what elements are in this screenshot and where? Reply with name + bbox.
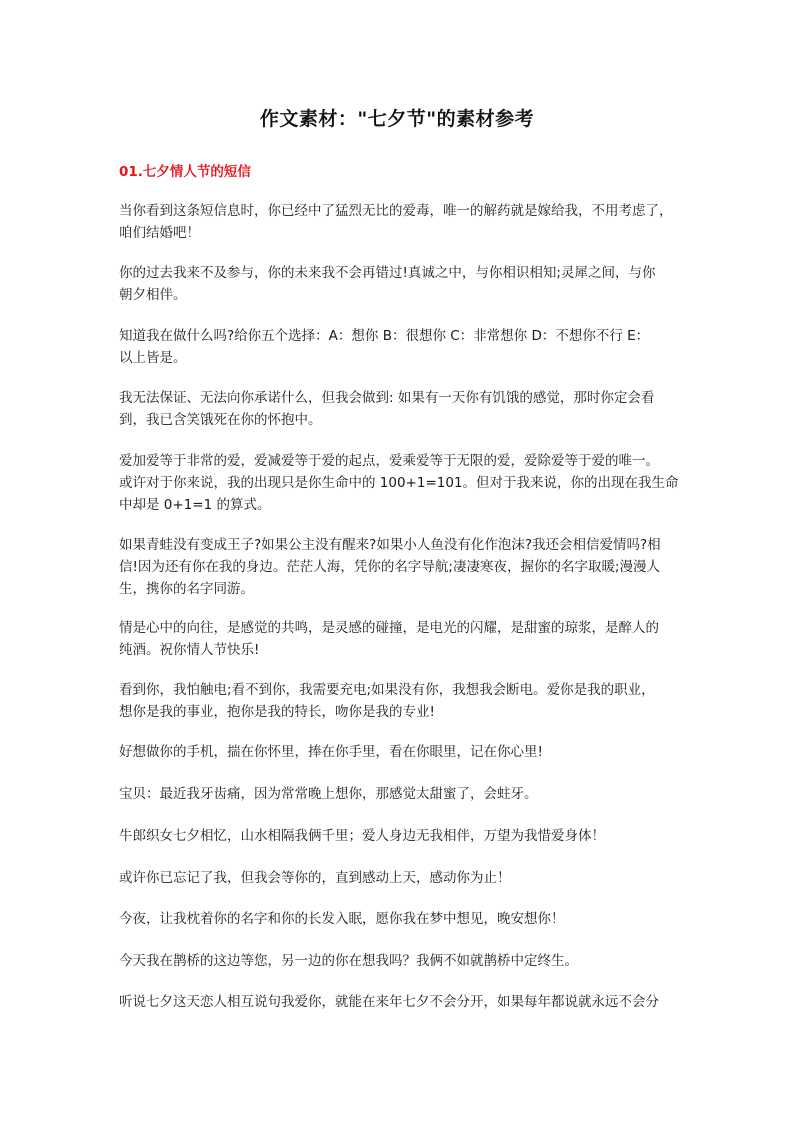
paragraph bbox=[119, 325, 685, 369]
paragraph-line: 听说七夕这天恋人相互说句我爱你，就能在来年七夕不会分开，如果每年都说就永远不会分 bbox=[119, 994, 659, 1010]
paragraph bbox=[119, 200, 685, 244]
paragraph bbox=[119, 534, 685, 600]
paragraph-line: 牛郎织女七夕相忆，山水相隔我俩千里；爱人身边无我相伴，万望为我惜爱身体！ bbox=[119, 828, 605, 844]
paragraph bbox=[119, 867, 685, 889]
paragraph-line: 看到你，我怕触电;看不到你，我需要充电;如果没有你，我想我会断电。爱你是我的职业， bbox=[119, 682, 655, 698]
paragraph-line: 当你看到这条短信息时，你已经中了猛烈无比的爱毒，唯一的解药就是嫁给我，不用考虑了， bbox=[119, 203, 673, 219]
paragraph-line: 今夜，让我枕着你的名字和你的长发入眠，愿你我在梦中想见，晚安想你！ bbox=[119, 911, 565, 927]
document-title: 作文素材："七夕节"的素材参考 bbox=[259, 108, 535, 130]
paragraph-line: 或许你已忘记了我，但我会等你的，直到感动上天，感动你为止！ bbox=[119, 870, 511, 886]
paragraph-line: 中却是 0+1=1 的算式。 bbox=[119, 497, 271, 513]
paragraph-line: 到，我已含笑饿死在你的怀抱中。 bbox=[119, 412, 322, 428]
paragraph-line: 以上皆是。 bbox=[119, 350, 187, 366]
paragraph bbox=[119, 679, 685, 723]
paragraph bbox=[119, 617, 685, 661]
paragraph-line: 好想做你的手机，揣在你怀里，捧在你手里，看在你眼里，记在你心里! bbox=[119, 744, 543, 760]
paragraph-line: 你的过去我来不及参与，你的未来我不会再错过!真诚之中，与你相识相知;灵犀之间，与你 bbox=[119, 265, 656, 281]
paragraph-line: 朝夕相伴。 bbox=[119, 287, 187, 303]
paragraph-line: 如果青蛙没有变成王子?如果公主没有醒来?如果小人鱼没有化作泡沫?我还会相信爱情吗?相 bbox=[119, 537, 661, 553]
paragraph bbox=[119, 991, 685, 1013]
paragraph bbox=[119, 950, 685, 972]
paragraph-line: 今天我在鹊桥的这边等您，另一边的你在想我吗？我俩不如就鹊桥中定终生。 bbox=[119, 953, 578, 969]
paragraph-line: 信!因为还有你在我的身边。茫茫人海，凭你的名字导航;凄凄寒夜，握你的名字取暖;漫漫人 bbox=[119, 559, 661, 575]
paragraph-line: 宝贝：最近我牙齿痛，因为常常晚上想你，那感觉太甜蜜了，会蛀牙。 bbox=[119, 786, 538, 802]
paragraph bbox=[119, 741, 685, 763]
paragraph-line: 或许对于你来说，我的出现只是你生命中的 100+1=101。但对于我来说，你的出现在我生命 bbox=[119, 475, 679, 491]
paragraph bbox=[119, 387, 685, 431]
paragraph-line: 纯酒。祝你情人节快乐! bbox=[119, 642, 260, 658]
paragraph bbox=[119, 908, 685, 930]
paragraph-line: 爱加爱等于非常的爱，爱减爱等于爱的起点，爱乘爱等于无限的爱，爱除爱等于爱的唯一。 bbox=[119, 453, 659, 469]
paragraph bbox=[119, 450, 685, 516]
paragraph bbox=[119, 783, 685, 805]
paragraph bbox=[119, 825, 685, 847]
paragraph-line: 知道我在做什么吗?给你五个选择：A：想你 B：很想你 C：非常想你 D：不想你不行 E： bbox=[119, 328, 650, 344]
section-heading: 01.七夕情人节的短信 bbox=[119, 164, 251, 180]
paragraph bbox=[119, 262, 685, 306]
paragraph-line: 咱们结婚吧！ bbox=[119, 225, 200, 241]
paragraph-line: 生，携你的名字同游。 bbox=[119, 581, 254, 597]
paragraph-line: 情是心中的向往，是感觉的共鸣，是灵感的碰撞，是电光的闪耀，是甜蜜的琼浆，是醉人的 bbox=[119, 620, 659, 636]
paragraph-line: 想你是我的事业，抱你是我的特长，吻你是我的专业! bbox=[119, 704, 435, 720]
paragraph-line: 我无法保证、无法向你承诺什么，但我会做到: 如果有一天你有饥饿的感觉，那时你定会看 bbox=[119, 390, 655, 406]
